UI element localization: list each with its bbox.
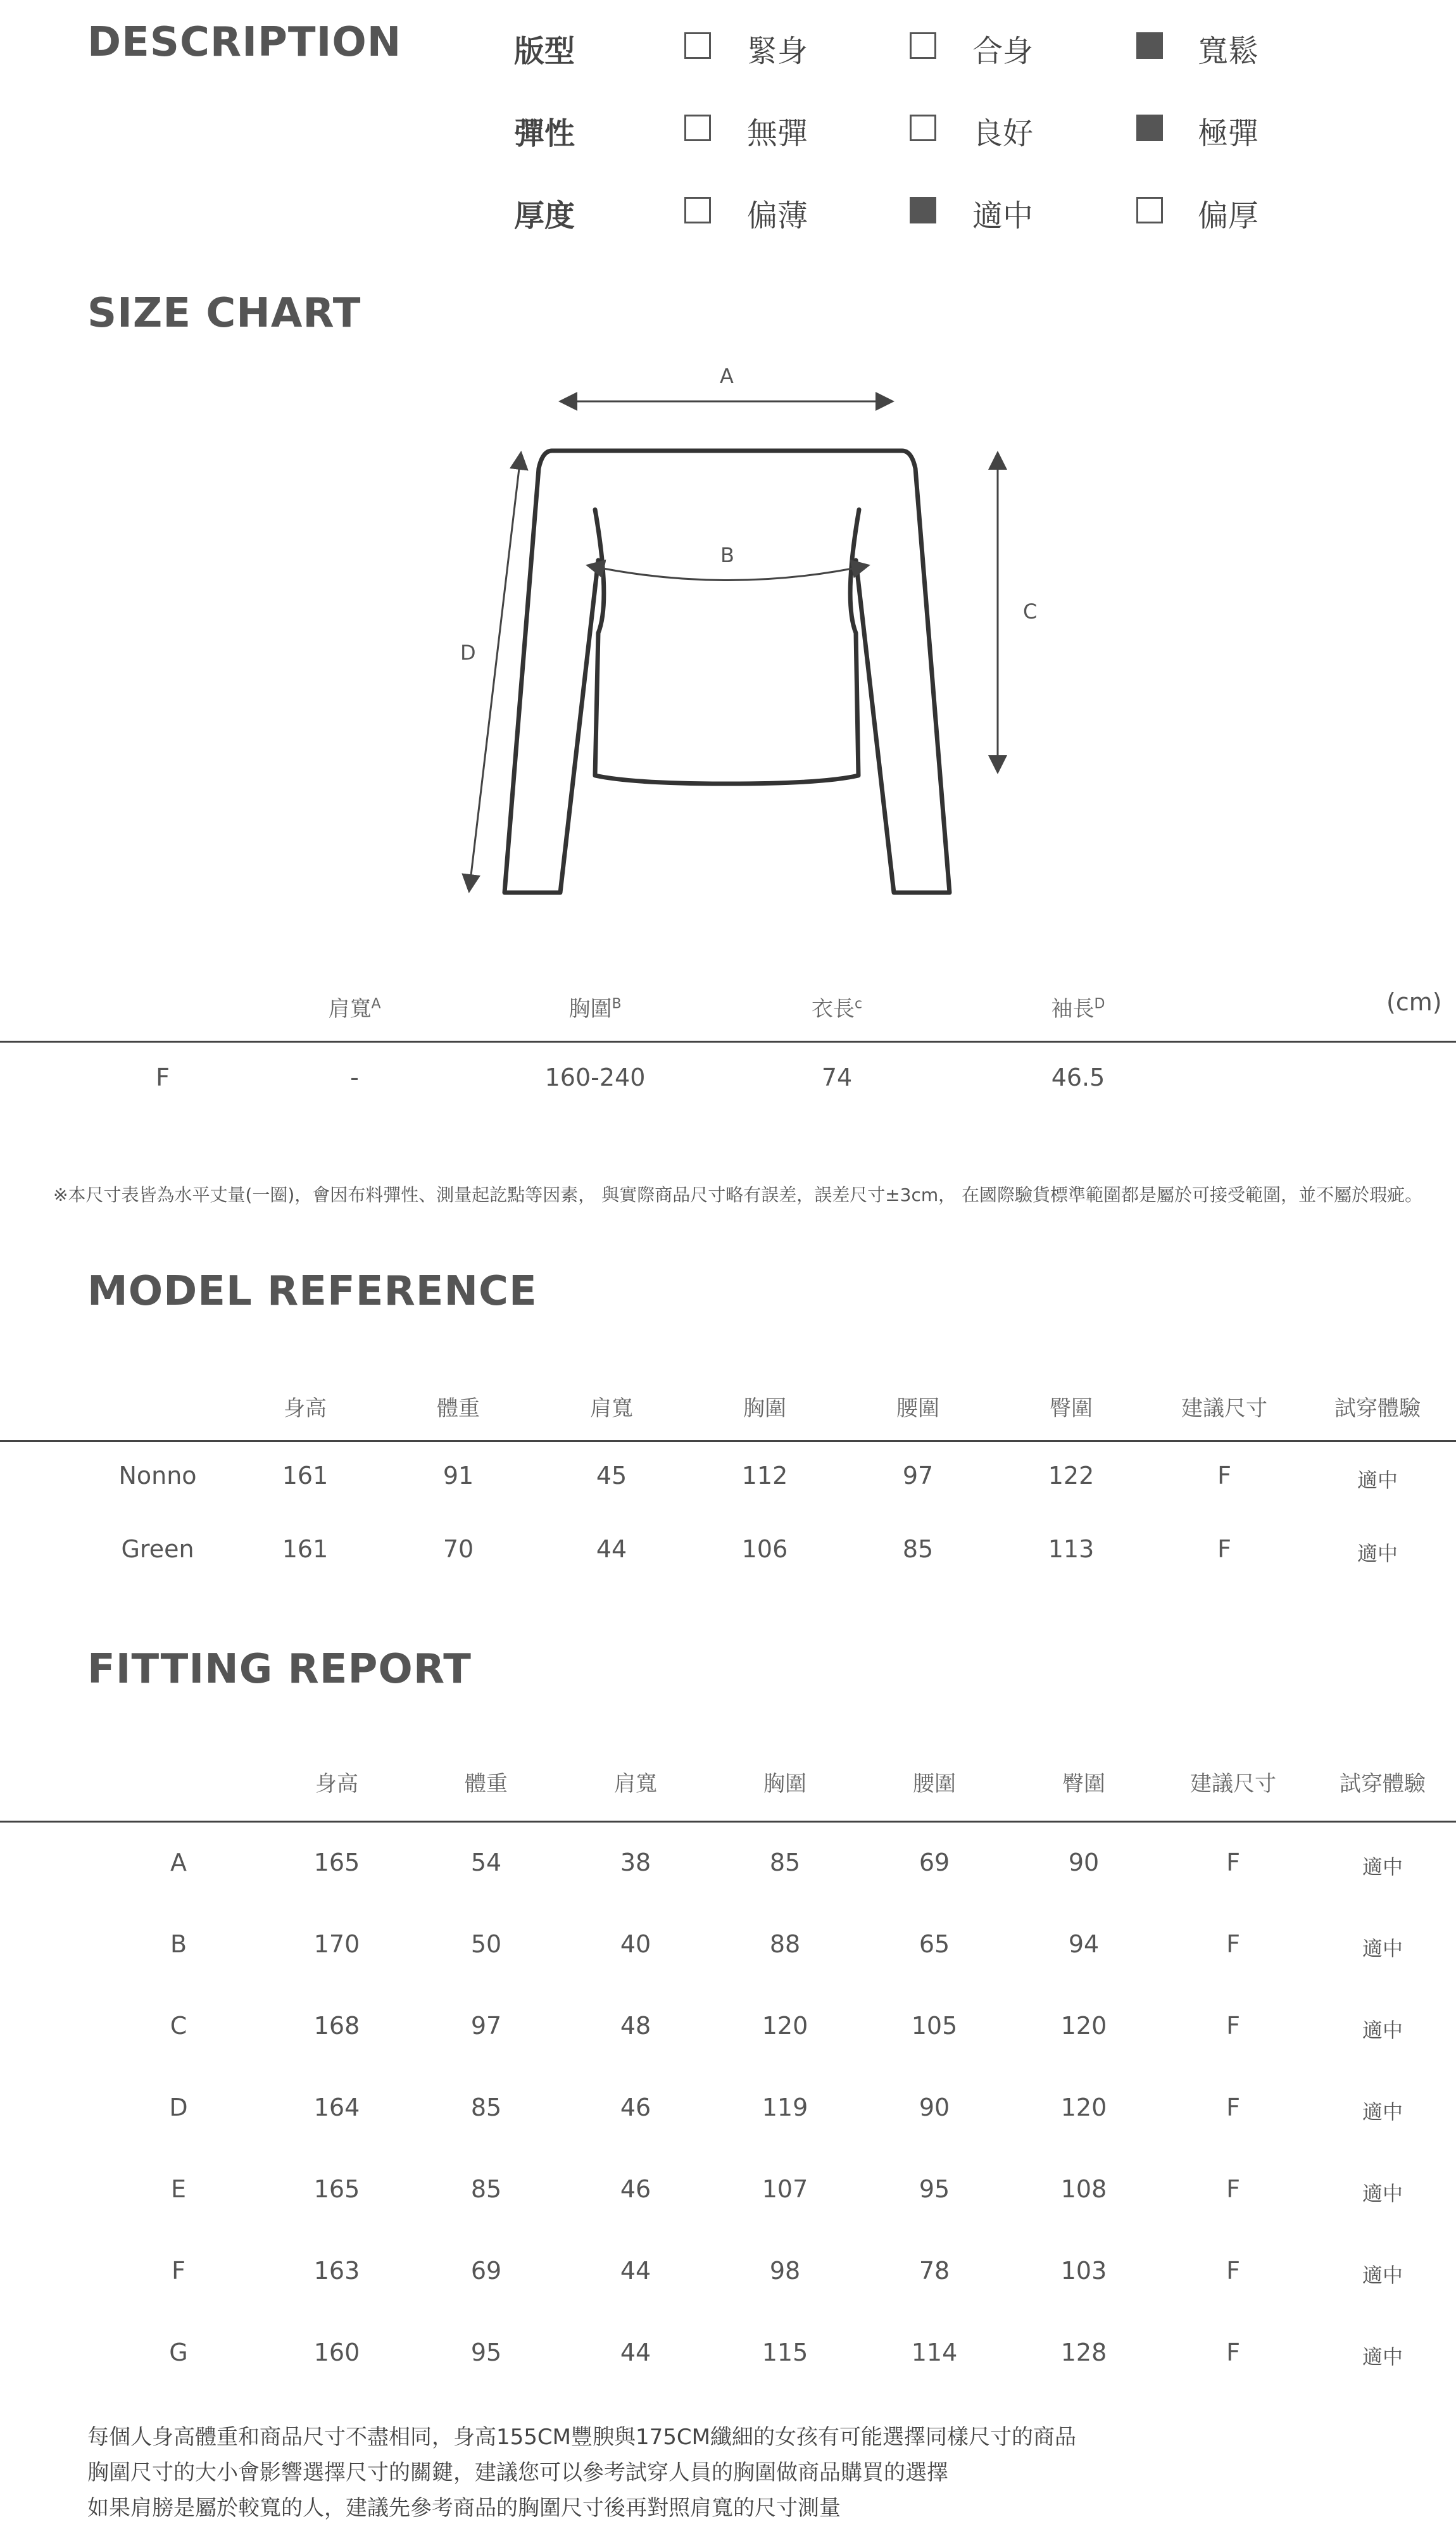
fitting-cell: F [1226, 1930, 1240, 1958]
fitting-cell: 適中 [1362, 1855, 1403, 1879]
fitting-row-name: D [169, 2093, 188, 2121]
fitting-cell: 85 [470, 2093, 502, 2121]
fitting-cell: 94 [1068, 1930, 1100, 1958]
fitting-cell: 105 [911, 2012, 958, 2040]
fitting-cell: F [1226, 2175, 1240, 2203]
model-cell: 122 [1048, 1462, 1095, 1490]
size-unit: (cm) [1386, 988, 1442, 1016]
fitting-cell: F [1226, 2257, 1240, 2285]
footnote-line: 如果肩膀是屬於較寬的人，建議先參考商品的胸圍尺寸後再對照肩寬的尺寸測量 [87, 2495, 841, 2521]
model-name: Nonno [118, 1462, 197, 1490]
garment-diagram [0, 0, 1456, 918]
fitting-row-name: B [170, 1930, 187, 1958]
fitting-cell: 54 [470, 1849, 502, 1876]
fitting-cell: 163 [313, 2257, 360, 2285]
fitting-cell: 40 [620, 1930, 651, 1958]
model-table-rule [0, 1440, 1456, 1442]
size-cell: - [350, 1064, 359, 1091]
model-cell: F [1217, 1462, 1231, 1490]
fitting-cell: 108 [1060, 2175, 1107, 2203]
size-header-shoulder: 肩寬$^A$ [328, 996, 381, 1022]
fitting-cell: 107 [762, 2175, 808, 2203]
fit-option-label: 緊身 [747, 34, 808, 69]
fitting-cell: 適中 [1362, 2181, 1403, 2206]
elasticity-option-label: 極彈 [1198, 116, 1259, 151]
fitting-cell: 120 [1060, 2093, 1107, 2121]
model-header: 臀圍 [1050, 1396, 1093, 1421]
fitting-row-name: G [169, 2338, 188, 2366]
footnote-line: 胸圍尺寸的大小會影響選擇尺寸的關鍵，建議您可以參考試穿人員的胸圍做商品購買的選擇 [87, 2460, 948, 2485]
fitting-cell: 160 [313, 2338, 360, 2366]
model-cell: 85 [902, 1535, 934, 1563]
fitting-cell: 114 [911, 2338, 958, 2366]
thickness-option-label: 偏厚 [1198, 198, 1259, 234]
model-cell: 適中 [1357, 1541, 1398, 1566]
fitting-cell: 170 [313, 1930, 360, 1958]
fitting-cell: 120 [1060, 2012, 1107, 2040]
fitting-header: 體重 [465, 1771, 508, 1797]
fitting-row-name: F [172, 2257, 185, 2285]
fitting-cell: F [1226, 1849, 1240, 1876]
model-cell: 113 [1048, 1535, 1095, 1563]
model-header: 肩寬 [590, 1396, 633, 1421]
fitting-header: 建議尺寸 [1190, 1771, 1276, 1797]
top-garment-outline [505, 451, 950, 893]
model-cell: 91 [442, 1462, 474, 1490]
fitting-cell: 38 [620, 1849, 651, 1876]
fitting-cell: 50 [470, 1930, 502, 1958]
fitting-cell: 120 [762, 2012, 808, 2040]
fitting-cell: 95 [470, 2338, 502, 2366]
model-header: 建議尺寸 [1181, 1396, 1267, 1421]
fitting-cell: 95 [919, 2175, 950, 2203]
measure-b-label: B [720, 543, 734, 567]
size-table-rule [0, 1041, 1456, 1043]
model-cell: 97 [902, 1462, 934, 1490]
fitting-cell: 適中 [1362, 1937, 1403, 1961]
fitting-cell: 65 [919, 1930, 950, 1958]
fit-option-label: 寬鬆 [1198, 34, 1259, 69]
measure-d-label: D [460, 641, 476, 665]
fitting-header: 胸圍 [763, 1771, 806, 1797]
fitting-cell: 適中 [1362, 2018, 1403, 2042]
size-header-sleeve: 袖長$^D$ [1051, 996, 1105, 1022]
model-cell: 106 [741, 1535, 788, 1563]
model-header: 試穿體驗 [1334, 1396, 1421, 1421]
fitting-cell: 88 [769, 1930, 801, 1958]
measure-b-curve [587, 565, 869, 581]
measure-d-arrow [469, 453, 521, 891]
fitting-header: 試穿體驗 [1340, 1771, 1426, 1797]
fitting-cell: 78 [919, 2257, 950, 2285]
model-cell: F [1217, 1535, 1231, 1563]
fitting-row-name: C [170, 2012, 187, 2040]
fitting-cell: 165 [313, 2175, 360, 2203]
fitting-cell: F [1226, 2093, 1240, 2121]
fitting-cell: 115 [762, 2338, 808, 2366]
fitting-cell: 44 [620, 2338, 651, 2366]
model-cell: 44 [596, 1535, 627, 1563]
fitting-cell: 165 [313, 1849, 360, 1876]
fitting-cell: 168 [313, 2012, 360, 2040]
elasticity-label: 彈性 [514, 116, 575, 151]
fit-option-label: 合身 [972, 34, 1034, 69]
size-header-chest: 胸圍$^B$ [568, 996, 622, 1022]
fitting-cell: F [1226, 2338, 1240, 2366]
size-chart-title: SIZE CHART [87, 290, 361, 337]
model-cell: 適中 [1357, 1468, 1398, 1492]
elasticity-option-label: 良好 [972, 116, 1034, 151]
size-row-size: F [156, 1064, 170, 1091]
fitting-header: 臀圍 [1062, 1771, 1105, 1797]
fit-label: 版型 [514, 34, 575, 69]
fitting-cell: 98 [769, 2257, 801, 2285]
fitting-cell: 69 [919, 1849, 950, 1876]
model-cell: 70 [442, 1535, 474, 1563]
fitting-row-name: A [170, 1849, 187, 1876]
measure-a-label: A [720, 364, 734, 388]
footnote-line: 每個人身高體重和商品尺寸不盡相同，身高155CM豐腴與175CM纖細的女孩有可能選擇同樣尺寸的商品 [87, 2425, 1076, 2450]
measure-c-label: C [1023, 599, 1038, 624]
fitting-cell: 97 [470, 2012, 502, 2040]
fitting-cell: 128 [1060, 2338, 1107, 2366]
fitting-header: 肩寬 [614, 1771, 657, 1797]
model-header: 體重 [437, 1396, 480, 1421]
model-cell: 45 [596, 1462, 627, 1490]
model-name: Green [121, 1535, 194, 1563]
fitting-table-rule [0, 1821, 1456, 1823]
elasticity-option-label: 無彈 [747, 116, 808, 151]
size-cell: 46.5 [1051, 1064, 1105, 1091]
fitting-cell: 90 [1068, 1849, 1100, 1876]
size-cell: 160-240 [544, 1064, 646, 1091]
fitting-cell: 69 [470, 2257, 502, 2285]
fitting-cell: 85 [470, 2175, 502, 2203]
fitting-cell: 適中 [1362, 2100, 1403, 2124]
fitting-header: 腰圍 [913, 1771, 956, 1797]
fitting-cell: 44 [620, 2257, 651, 2285]
fitting-cell: 85 [769, 1849, 801, 1876]
thickness-option-label: 適中 [972, 198, 1034, 234]
thickness-option-label: 偏薄 [747, 198, 808, 234]
fitting-cell: 46 [620, 2175, 651, 2203]
fitting-row-name: E [170, 2175, 186, 2203]
fitting-cell: 48 [620, 2012, 651, 2040]
fitting-cell: 46 [620, 2093, 651, 2121]
fitting-cell: F [1226, 2012, 1240, 2040]
model-header: 身高 [284, 1396, 327, 1421]
model-header: 腰圍 [896, 1396, 939, 1421]
model-cell: 161 [282, 1462, 329, 1490]
size-cell: 74 [821, 1064, 853, 1091]
fitting-cell: 103 [1060, 2257, 1107, 2285]
fitting-report-title: FITTING REPORT [87, 1646, 472, 1693]
fitting-cell: 適中 [1362, 2263, 1403, 2287]
fitting-header: 身高 [315, 1771, 358, 1797]
fitting-cell: 119 [762, 2093, 808, 2121]
thickness-label: 厚度 [514, 198, 575, 234]
size-note: ※本尺寸表皆為水平丈量(一圈)，會因布料彈性、測量起訖點等因素， 與實際商品尺寸略有誤差，誤差尺寸±3cm， 在國際驗貨標準範圍都是屬於可接受範圍，並不屬於瑕疵。 [53, 1184, 1423, 1205]
model-cell: 112 [741, 1462, 788, 1490]
model-header: 胸圍 [743, 1396, 786, 1421]
fitting-cell: 90 [919, 2093, 950, 2121]
fitting-cell: 適中 [1362, 2345, 1403, 2369]
fitting-cell: 164 [313, 2093, 360, 2121]
size-header-length: 衣長$^c$ [811, 996, 863, 1022]
description-title: DESCRIPTION [87, 19, 402, 66]
model-reference-title: MODEL REFERENCE [87, 1268, 537, 1315]
model-cell: 161 [282, 1535, 329, 1563]
